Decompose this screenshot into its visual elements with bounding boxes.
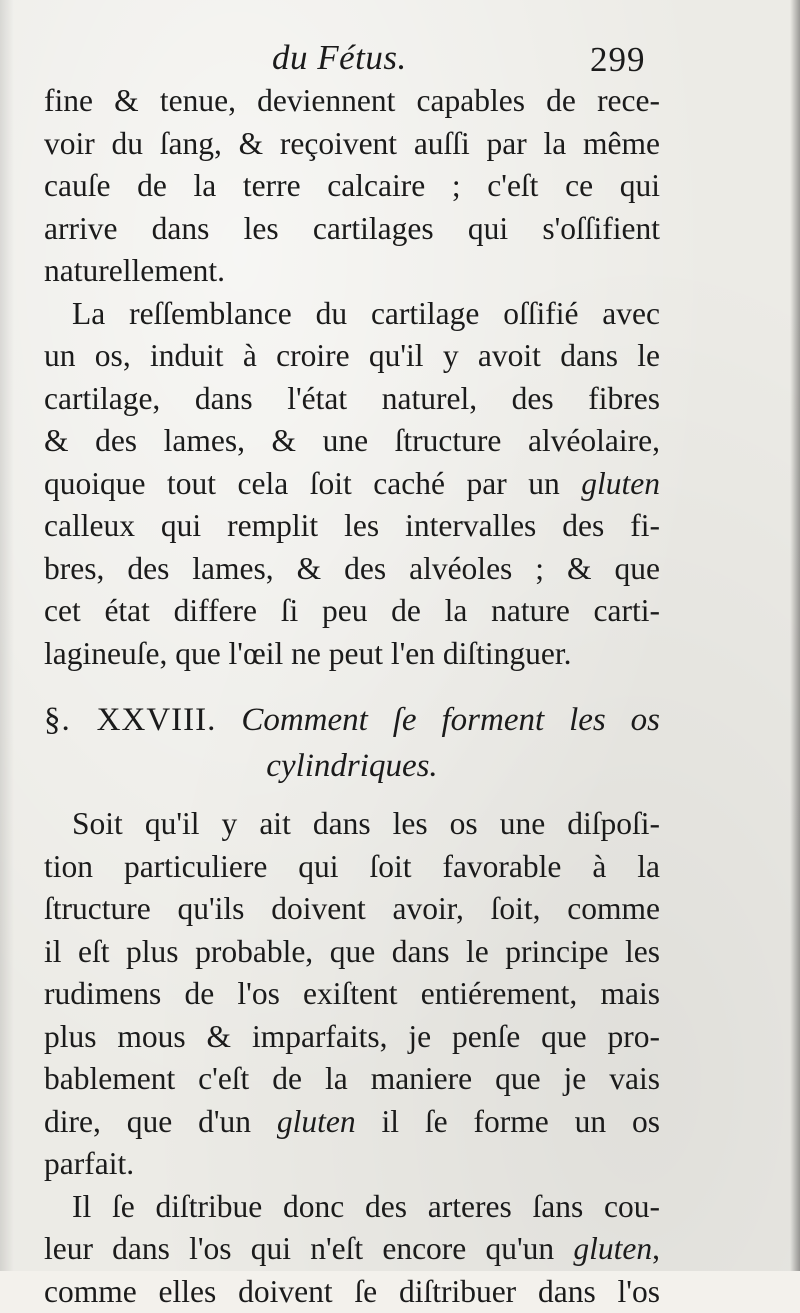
text-line: ſtructure qu'ils doivent avoir, ſoit, comme: [44, 888, 660, 931]
text-segment: leur dans l'os qui n'eſt encore qu'un: [44, 1231, 573, 1266]
text-line: Il ſe diſtribue donc des arteres ſans cou-: [44, 1186, 660, 1229]
italic-term: gluten: [277, 1104, 356, 1139]
text-line: bablement c'eſt de la maniere que je vais: [44, 1058, 660, 1101]
text-line: lagineuſe, que l'œil ne peut l'en diſtinguer.: [44, 633, 660, 676]
text-line: il eſt plus probable, que dans le principe les: [44, 931, 660, 974]
text-line: plus mous & imparfaits, je penſe que pro-: [44, 1016, 660, 1059]
section-heading: [44, 697, 660, 789]
text-line: & des lames, & une ſtructure alvéolaire,: [44, 420, 660, 463]
text-segment: quoique tout cela ſoit caché par un: [44, 466, 581, 501]
text-segment: il ſe forme un os: [356, 1104, 660, 1139]
text-line: naturellement.: [44, 250, 660, 293]
section-heading-line: [44, 743, 660, 789]
italic-term: gluten: [573, 1231, 652, 1266]
paragraph-arteries: [44, 1186, 660, 1313]
text-line: La reſſemblance du cartilage oſſifié avec: [44, 293, 660, 336]
text-line: cauſe de la terre calcaire ; c'eſt ce qui: [44, 165, 660, 208]
text-segment: ,: [652, 1231, 660, 1266]
italic-term: gluten: [581, 466, 660, 501]
paragraph-continuation: [44, 80, 660, 293]
text-line: voir du ſang, & reçoivent auſſi par la même: [44, 123, 660, 166]
text-line: fine & tenue, deviennent capables de rece-: [44, 80, 660, 123]
section-title-continued: cylindriques.: [266, 748, 437, 784]
section-number: §. XXVIII.: [44, 702, 216, 738]
body-text: [44, 80, 660, 1313]
section-heading-line: [44, 697, 660, 743]
text-line: calleux qui remplit les intervalles des fi-: [44, 505, 660, 548]
text-line: [44, 1228, 660, 1271]
text-line: comme elles doivent ſe diſtribuer dans l'os: [44, 1271, 660, 1313]
text-line: rudimens de l'os exiſtent entiérement, mais: [44, 973, 660, 1016]
text-line: [44, 463, 660, 506]
text-line: cartilage, dans l'état naturel, des fibres: [44, 378, 660, 421]
text-line: bres, des lames, & des alvéoles ; & que: [44, 548, 660, 591]
text-line: cet état differe ſi peu de la nature carti-: [44, 590, 660, 633]
text-line: tion particuliere qui ſoit favorable à la: [44, 846, 660, 889]
running-title: du Fétus.: [272, 38, 407, 78]
section-title: Comment ſe forment les os: [241, 702, 660, 738]
text-segment: dire, que d'un: [44, 1104, 277, 1139]
text-line: un os, induit à croire qu'il y avoit dans le: [44, 335, 660, 378]
text-line: arrive dans les cartilages qui s'oſſifient: [44, 208, 660, 251]
text-line: Soit qu'il y ait dans les os une diſpoſi-: [44, 803, 660, 846]
text-line: parfait.: [44, 1143, 660, 1186]
paragraph-disposition: [44, 803, 660, 1186]
text-line: [44, 1101, 660, 1144]
page-number: 299: [590, 40, 646, 80]
paragraph-resemblance: [44, 293, 660, 676]
